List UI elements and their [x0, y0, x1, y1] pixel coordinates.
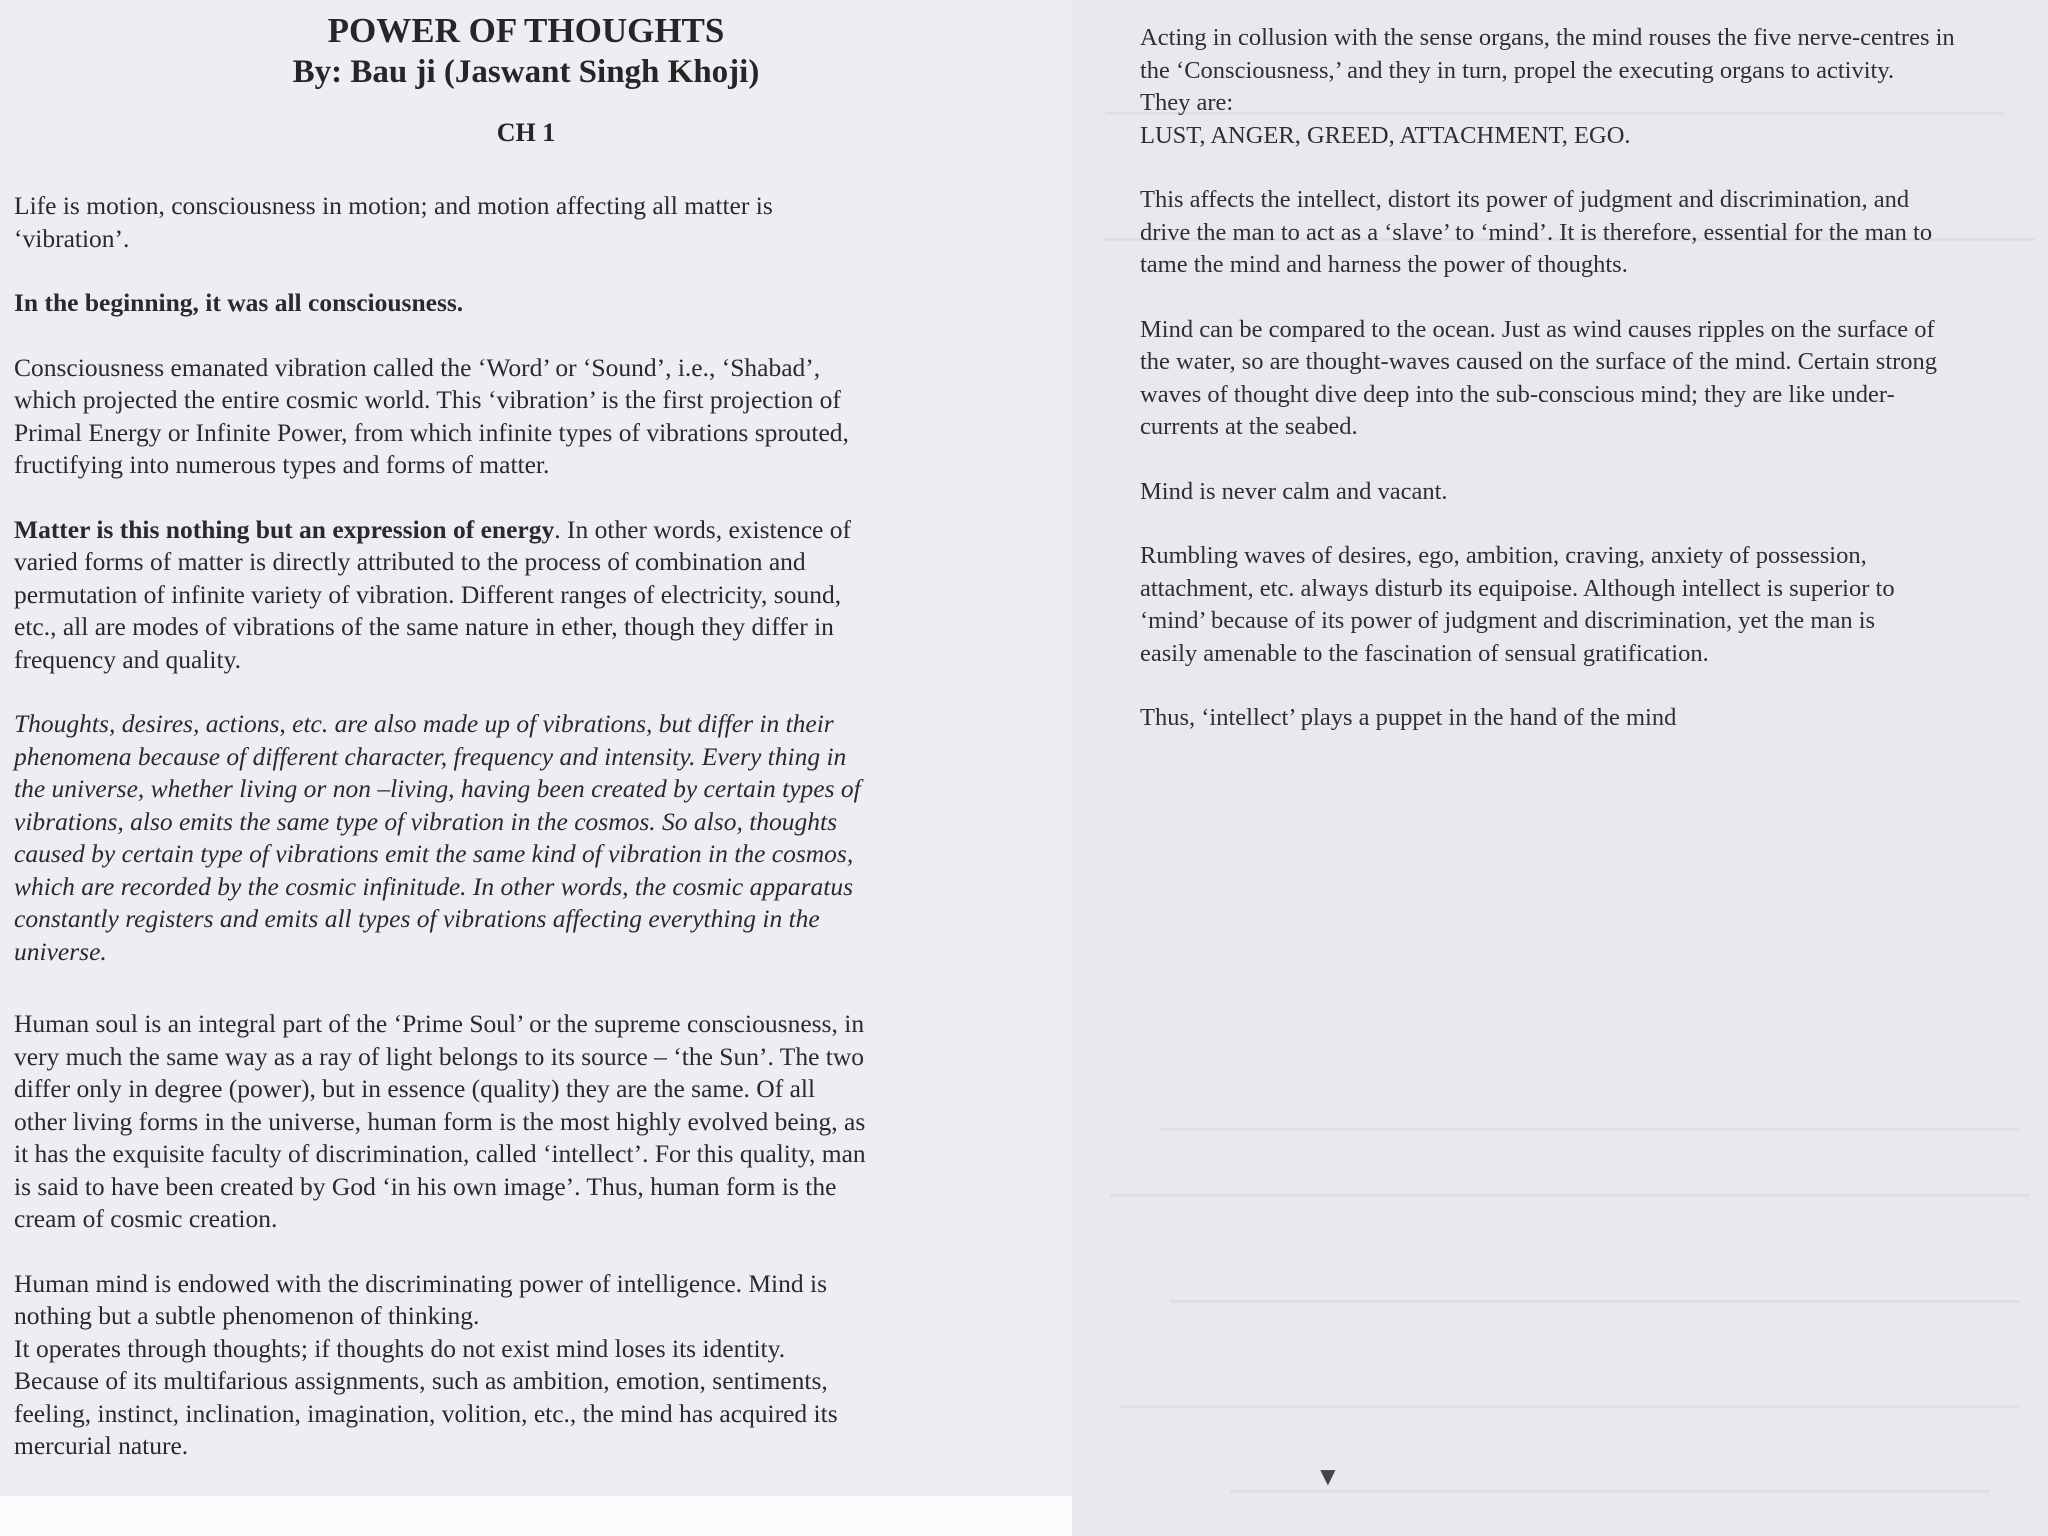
text-line: Rumbling waves of desires, ego, ambition, craving, anxiety of possession,	[1140, 542, 1867, 569]
text-line: the water, so are thought-waves caused on the surface of the mind. Certain strong	[1140, 348, 1938, 375]
text-line: it has the exquisite faculty of discrimination, called ‘intellect’. For this quality, man	[14, 1139, 866, 1168]
text-line: which projected the entire cosmic world. This ‘vibration’ is the first projection of	[14, 385, 841, 414]
text-line: Human mind is endowed with the discriminating power of intelligence. Mind is	[14, 1268, 828, 1298]
left-page-body	[14, 190, 1072, 1463]
chapter-heading: CH 1	[496, 118, 556, 147]
text-line: Primal Energy or Infinite Power, from which infinite types of vibrations sprouted,	[14, 417, 849, 447]
text-line: In the beginning, it was all consciousness.	[14, 288, 464, 317]
paragraph	[14, 1268, 1072, 1463]
text-line: Thoughts, desires, actions, etc. are also made up of vibrations, but differ in their	[14, 709, 834, 738]
text-line	[14, 514, 1034, 547]
paragraph	[14, 1008, 1072, 1236]
document-title: POWER OF THOUGHTS	[327, 11, 725, 50]
text-line: etc., all are modes of vibrations of the same nature in ether, though they differ in	[14, 612, 834, 641]
text-line: LUST, ANGER, GREED, ATTACHMENT, EGO.	[1140, 121, 1631, 149]
text-line: waves of thought dive deep into the sub-conscious mind; they are like under-	[1140, 380, 1895, 408]
text-line: caused by certain type of vibrations emit the same kind of vibration in the cosmos,	[14, 839, 854, 868]
text-line: which are recorded by the cosmic infinitude. In other words, the cosmic apparatus	[14, 871, 854, 901]
paragraph	[1140, 314, 2048, 444]
text-line: varied forms of matter is directly attributed to the process of combination and	[14, 547, 806, 576]
text-line: ‘mind’ because of its power of judgment and discrimination, yet the man is	[1140, 607, 1876, 634]
scan-mark-icon: ▼	[1315, 1462, 1341, 1491]
text-line: attachment, etc. always disturb its equipoise. Although intellect is superior to	[1140, 574, 1895, 602]
right-page-body	[1140, 22, 2048, 735]
right-page	[1110, 0, 2048, 1536]
text-line: This affects the intellect, distort its power of judgment and discrimination, and	[1140, 186, 1910, 213]
text-line: easily amenable to the fascination of sensual gratification.	[1140, 639, 1709, 667]
text-line: frequency and quality.	[14, 644, 242, 674]
paragraph	[1140, 184, 2048, 282]
paragraph	[1140, 22, 2048, 152]
text-line: is said to have been created by God ‘in his own image’. Thus, human form is the	[14, 1171, 837, 1201]
paragraph	[1140, 540, 2048, 670]
text-line: Thus, ‘intellect’ plays a puppet in the hand of the mind	[1140, 704, 1677, 731]
text-line: It operates through thoughts; if thoughts do not exist mind loses its identity.	[14, 1333, 786, 1363]
bold-lead: Matter is this nothing but an expression of energy	[14, 514, 555, 544]
text-line: mercurial nature.	[14, 1431, 189, 1460]
text-line: Because of its multifarious assignments, such as ambition, emotion, sentiments,	[14, 1366, 828, 1395]
text-line: Mind can be compared to the ocean. Just as wind causes ripples on the surface of	[1140, 315, 1935, 343]
text-run: . In other words, existence of	[554, 514, 851, 544]
paragraph	[1140, 702, 2048, 735]
text-line: permutation of infinite variety of vibration. Different ranges of electricity, sound,	[14, 579, 842, 609]
paragraph	[14, 514, 1072, 677]
text-line: Human soul is an integral part of the ‘Prime Soul’ or the supreme consciousness, in	[14, 1009, 865, 1038]
text-line: tame the mind and harness the power of thoughts.	[1140, 251, 1628, 278]
text-line: ‘vibration’.	[14, 223, 130, 253]
text-line: very much the same way as a ray of light belongs to its source – ‘the Sun’. The two	[14, 1041, 865, 1071]
text-line: constantly registers and emits all types of vibrations affecting everything in the	[14, 904, 820, 933]
text-line: They are:	[1140, 89, 1234, 116]
text-line: feeling, instinct, inclination, imagination, volition, etc., the mind has acquired its	[14, 1398, 838, 1428]
text-line: fructifying into numerous types and forms of matter.	[14, 450, 550, 479]
text-line: nothing but a subtle phenomenon of thinking.	[14, 1301, 480, 1330]
paragraph	[14, 708, 1072, 968]
text-line: Life is motion, consciousness in motion; and motion affecting all matter is	[14, 191, 773, 220]
text-line: the universe, whether living or non –living, having been created by certain types of	[14, 774, 861, 803]
page-bottom-margin	[0, 1496, 1072, 1536]
text-line: differ only in degree (power), but in essence (quality) they are the same. Of all	[14, 1074, 816, 1103]
text-line: vibrations, also emits the same type of vibration in the cosmos. So also, thoughts	[14, 806, 838, 836]
text-line: the ‘Consciousness,’ and they in turn, propel the executing organs to activity.	[1140, 56, 1895, 84]
text-line: universe.	[14, 936, 107, 966]
author-byline: By: Bau ji (Jaswant Singh Khoji)	[292, 54, 760, 90]
text-line: cream of cosmic creation.	[14, 1204, 278, 1233]
paragraph	[14, 190, 1072, 255]
text-line: phenomena because of different character, frequency and intensity. Every thing in	[14, 741, 847, 771]
text-line: drive the man to act as a ‘slave’ to ‘mind’. It is therefore, essential for the man to	[1140, 218, 1933, 246]
paragraph	[1140, 476, 2048, 509]
paragraph	[14, 352, 1072, 482]
paragraph	[14, 287, 1072, 320]
text-line: Mind is never calm and vacant.	[1140, 477, 1448, 505]
text-line: Acting in collusion with the sense organs, the mind rouses the five nerve-centres in	[1140, 24, 1955, 51]
text-line: currents at the seabed.	[1140, 413, 1358, 440]
text-line: Consciousness emanated vibration called the ‘Word’ or ‘Sound’, i.e., ‘Shabad’,	[14, 352, 821, 382]
text-line: other living forms in the universe, human form is the most highly evolved being, as	[14, 1106, 866, 1136]
